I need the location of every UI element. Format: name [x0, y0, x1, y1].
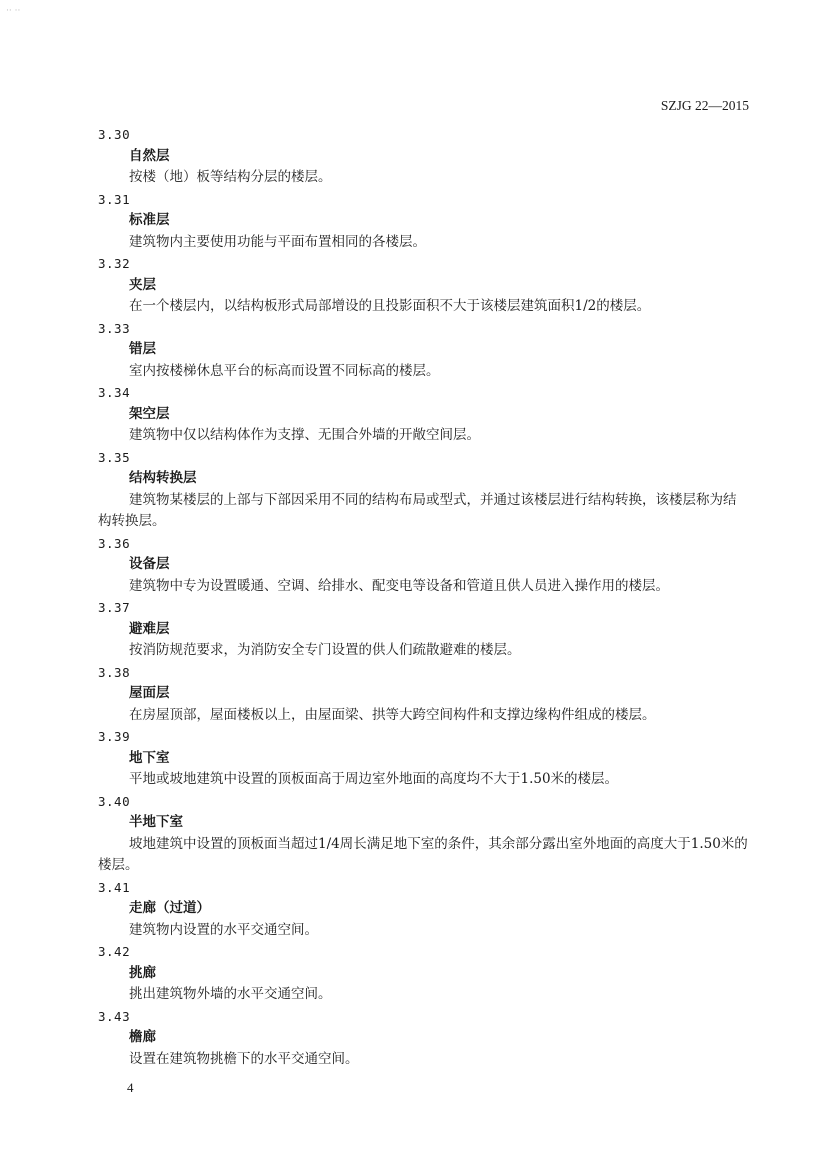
term-entry	[98, 533, 748, 598]
term-title: 设备层	[129, 556, 170, 572]
term-title: 避难层	[129, 620, 170, 637]
term-entry	[98, 124, 748, 189]
term-definition: 设置在建筑物挑檐下的水平交通空间。	[129, 1050, 359, 1067]
scan-corner-mark: ·· ··	[6, 6, 21, 16]
standard-code-header: SZJG 22—2015	[660, 98, 749, 113]
term-title: 架空层	[129, 405, 170, 422]
term-definition: 在房屋顶部，屋面楼板以上，由屋面梁、拱等大跨空间构件和支撑边缘构件组成的楼层。	[129, 706, 656, 723]
term-entry	[98, 791, 748, 877]
term-definition: 按楼（地）板等结构分层的楼层。	[129, 169, 332, 185]
clause-number: 3.40	[98, 793, 131, 809]
term-title: 挑廊	[129, 964, 156, 981]
terms-list	[98, 124, 748, 1070]
term-definition: 挑出建筑物外墙的水平交通空间。	[129, 986, 332, 1002]
clause-number: 3.34	[98, 385, 131, 400]
term-definition: 建筑物内主要使用功能与平面布置相同的各楼层。	[129, 233, 426, 250]
term-entry	[98, 726, 748, 791]
term-definition: 建筑物某楼层的上部与下部因采用不同的结构布局或型式，并通过该楼层进行结构转换，该楼层称为结构转换层。	[98, 491, 737, 529]
clause-number: 3.43	[98, 1008, 131, 1024]
clause-number: 3.39	[98, 729, 131, 744]
term-definition: 平地或坡地建筑中设置的顶板面高于周边室外地面的高度均不大于1.50米的楼层。	[129, 771, 619, 787]
page-number: 4	[127, 1080, 134, 1095]
term-title: 半地下室	[129, 814, 183, 830]
term-entry	[98, 189, 748, 254]
clause-number: 3.37	[98, 600, 131, 615]
term-definition: 建筑物中专为设置暖通、空调、给排水、配变电等设备和管道且供人员进入操作用的楼层。	[129, 577, 669, 594]
term-entry	[98, 941, 748, 1006]
clause-number: 3.38	[98, 664, 131, 680]
clause-number: 3.36	[98, 535, 131, 551]
term-entry	[98, 662, 748, 727]
term-title: 标准层	[129, 212, 170, 228]
term-title: 夹层	[129, 276, 156, 293]
term-definition: 室内按楼梯休息平台的标高而设置不同标高的楼层。	[129, 362, 440, 379]
term-entry	[98, 447, 748, 533]
clause-number: 3.31	[98, 191, 131, 207]
clause-number: 3.32	[98, 256, 131, 271]
term-title: 地下室	[129, 749, 170, 766]
term-title: 屋面层	[129, 685, 170, 701]
term-entry	[98, 597, 748, 662]
clause-number: 3.30	[98, 127, 131, 142]
term-title: 走廊（过道）	[129, 900, 210, 916]
term-entry	[98, 318, 748, 383]
term-title: 檐廊	[129, 1029, 156, 1045]
clause-number: 3.35	[98, 449, 131, 465]
clause-number: 3.42	[98, 944, 131, 959]
term-definition: 在一个楼层内，以结构板形式局部增设的且投影面积不大于该楼层建筑面积1/2的楼层。	[129, 298, 651, 314]
clause-number: 3.33	[98, 320, 131, 336]
clause-number: 3.41	[98, 879, 131, 895]
term-entry	[98, 253, 748, 318]
term-entry	[98, 877, 748, 942]
term-definition: 按消防规范要求，为消防安全专门设置的供人们疏散避难的楼层。	[129, 642, 521, 658]
term-title: 错层	[129, 341, 156, 357]
term-title: 结构转换层	[129, 470, 197, 486]
term-definition: 坡地建筑中设置的顶板面当超过1/4周长满足地下室的条件，其余部分露出室外地面的高度大于1.50米的楼层。	[98, 835, 748, 873]
term-definition: 建筑物中仅以结构体作为支撑、无围合外墙的开敞空间层。	[129, 427, 480, 443]
term-entry	[98, 382, 748, 447]
term-entry	[98, 1006, 748, 1071]
term-title: 自然层	[129, 147, 170, 164]
term-definition: 建筑物内设置的水平交通空间。	[129, 921, 318, 938]
